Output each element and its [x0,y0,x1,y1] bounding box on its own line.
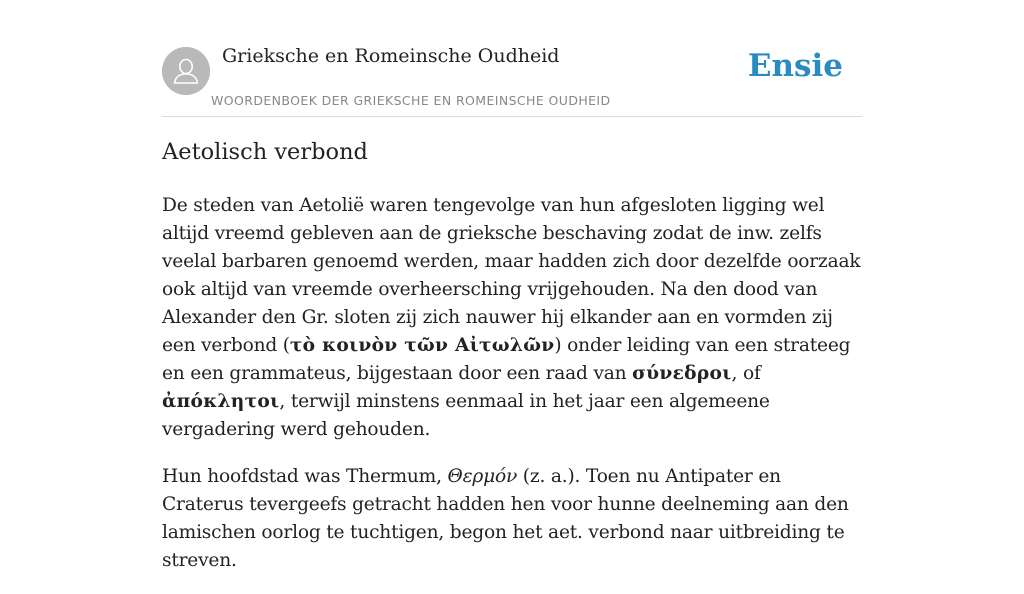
entry-text: (z. a.). Toen nu Antipater en Craterus tevergeefs getracht hadden hen voor hunne deelneming aan den lamischen oorlog te tuchtigen, begon het aet. verbond naar uitbreiding te streven. [162,466,849,571]
entry-text: Hun hoofdstad was Thermum, [162,466,448,487]
entry-title: Aetolisch verbond [162,139,368,165]
greek-term: τὸ κοινὸν τῶν Αἰτωλῶν [289,335,555,356]
ensie-logo-link[interactable]: Ensie [747,48,843,84]
site-subtitle: WOORDENBOEK DER GRIEKSCHE EN ROMEINSCHE OUDHEID [211,93,611,108]
page-container [162,0,862,571]
user-avatar-icon[interactable] [162,47,210,95]
entry-body [162,192,862,594]
greek-term: σύνεδροι [632,363,732,384]
entry-paragraph-2 [162,463,862,575]
entry-text: , terwijl minstens eenmaal in het jaar een algemeene vergadering werd gehouden. [162,391,770,440]
entry-text: De steden van Aetolië waren tengevolge van hun afgesloten ligging wel altijd vreemd gebleven aan de grieksche beschaving zodat de inw. zelfs veelal barbaren genoemd werden, maar hadden zich door dezelfde oorzaak ook altijd van vreemde overheersching vrijgehouden. Na den dood van Alexander den Gr. sloten zij zich nauwer hij elkander aan en vormden zij een verbond ( [162,195,861,356]
greek-term: ἀπόκλητοι [162,391,280,412]
site-header [162,0,862,117]
greek-term: Θερμόν [447,466,518,487]
entry-text: , of [731,363,761,384]
entry-paragraph-1 [162,192,862,444]
entry-text: ) onder leiding van een strateeg en een grammateus, bijgestaan door een raad van [162,335,851,384]
site-title-link[interactable]: Grieksche en Romeinsche Oudheid [222,45,560,67]
